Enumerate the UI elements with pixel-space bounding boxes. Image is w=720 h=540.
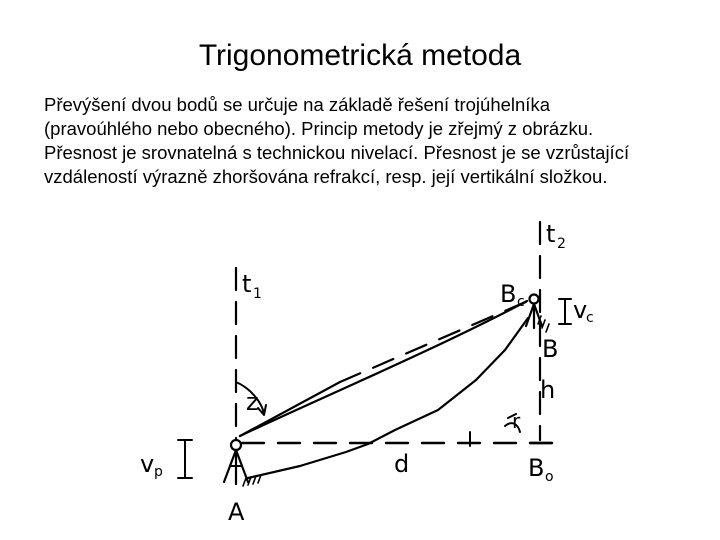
refraction-curve [240,301,527,436]
label-h: h [540,376,556,404]
label-vc-sub: c [586,310,594,326]
label-bo: B [528,454,545,482]
terrain-profile [248,318,528,478]
label-bc-sub: c [517,294,525,310]
label-bc: B [500,280,517,308]
label-a: A [228,498,245,526]
line-of-sight-dashed [340,301,528,382]
label-d: d [394,450,410,478]
label-t1: t [242,270,252,298]
label-vp: v [140,450,155,478]
label-t2-sub: 2 [557,236,566,252]
label-vc: v [573,296,588,324]
target-bc-point [530,295,539,304]
body-line: Přesnost je srovnatelná s technickou nivelací. Přesnost je se vzrůstající [44,142,630,163]
label-z: z [246,388,259,416]
label-t1-sub: 1 [253,286,262,302]
station-a-point [231,440,241,450]
body-line: Převýšení dvou bodů se určuje na základě řešení trojúhelníka [44,94,550,115]
label-vp-sub: p [154,464,163,480]
label-bo-sub: o [545,469,554,485]
label-b: B [542,335,559,363]
body-line: (pravoúhlého nebo obecného). Princip metody je zřejmý z obrázku. [44,118,594,139]
label-t2: t [546,220,556,248]
label-r: r [512,409,521,433]
slide-title: Trigonometrická metoda [198,39,522,72]
body-line: vzdáleností výrazně zhoršována refrakcí, resp. její vertikální složkou. [44,166,608,187]
